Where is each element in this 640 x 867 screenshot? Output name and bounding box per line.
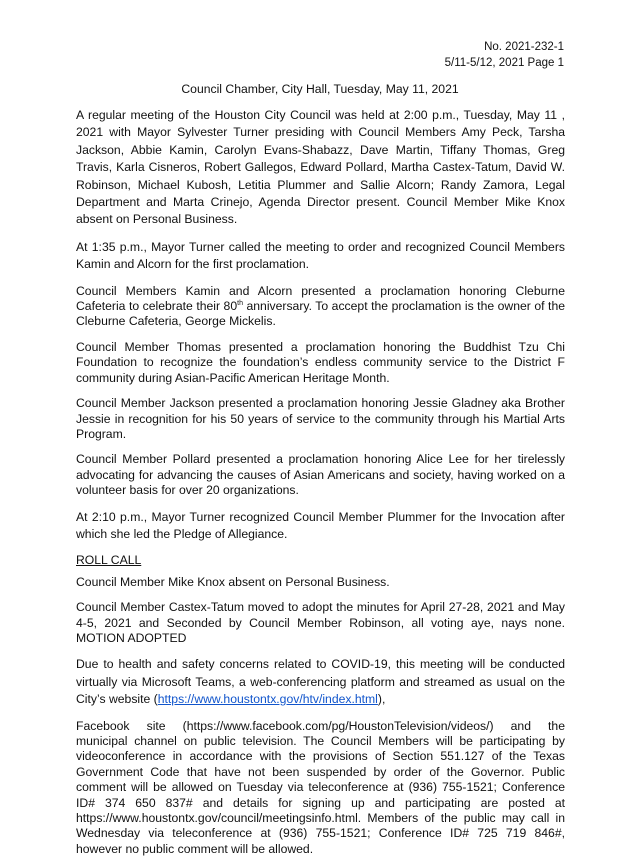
ordinal-suffix: th [237, 300, 243, 307]
meeting-title: Council Chamber, City Hall, Tuesday, May 11, 2021 [181, 82, 459, 96]
page-header [445, 39, 564, 71]
paragraph-roll-call: Council Member Mike Knox absent on Personal Business. [76, 574, 390, 589]
paragraph-text: anniversary. To accept the proclamation is the owner of the Cleburne Cafeteria, George Mickelis. [76, 299, 565, 329]
paragraph-facebook-teleconference: Facebook site (https://www.facebook.com/pg/HoustonTelevision/videos/) and the municipal channel on public television. The Council Members will be participating by videoconference in accordance with the provisions of Section 551.127 of the Texas Government Code that have not been suspended by order of the Governor. Public comment will be allowed on Tuesday via teleconference at (936) 755-1521; Conference ID# 374 650 837# and details for signing up and participating are posted at https://www.houstontx.gov/council/meetingsinfo.html. Members of the public may call in Wednesday via teleconference at (936) 755-1521; Conference ID# 725 719 846#, however no public comment will be allowed. [76, 718, 565, 856]
paragraph-text: ), [377, 692, 386, 707]
paragraph-covid-notice [76, 656, 565, 708]
paragraph-call-to-order: At 1:35 p.m., Mayor Turner called the meeting to order and recognized Council Members Kamin and Alcorn for the first proclamation. [76, 239, 565, 272]
htv-website-link[interactable]: https://www.houstontx.gov/htv/index.html [157, 692, 378, 707]
paragraph-text: Council Members Kamin and Alcorn presented a proclamation honoring Cleburne Cafeteria to celebrate their 80 [76, 283, 565, 314]
paragraph-tzu-chi-proclamation: Council Member Thomas presented a proclamation honoring the Buddhist Tzu Chi Foundation to recognize the foundation’s endless community service to the District F community during Asian-Pacific American Heritage Month. [76, 339, 565, 385]
paragraph-alice-lee-proclamation: Council Member Pollard presented a proclamation honoring Alice Lee for her tirelessly advocating for advancing the causes of Asian Americans and society, having worked on a volunteer basis for over 20 organizations. [76, 452, 565, 498]
document-body [76, 107, 565, 867]
paragraph-minutes-motion: Council Member Castex-Tatum moved to adopt the minutes for April 27-28, 2021 and May 4-5, 2021 and Seconded by Council Member Robinson, all voting aye, nays none. MOTION ADOPTED [76, 600, 565, 645]
paragraph-invocation: At 2:10 p.m., Mayor Turner recognized Council Member Plummer for the Invocation after which she led the Pledge of Allegiance. [76, 509, 565, 541]
document-number: No. 2021-232-1 [484, 41, 564, 53]
paragraph-attendance: A regular meeting of the Houston City Council was held at 2:00 p.m., Tuesday, May 11 , 2021 with Mayor Sylvester Turner presiding with Council Members Amy Peck, Tarsha Jackson, Abbie Kamin, Carolyn Evans-Shabazz, Dave Martin, Tiffany Thomas, Greg Travis, Karla Cisneros, Robert Gallegos, Edward Pollard, Martha Castex-Tatum, David W. Robinson, Michael Kubosh, Letitia Plummer and Sallie Alcorn; Randy Zamora, Legal Department and Marta Crinejo, Agenda Director present. Council Member Mike Knox absent on Personal Business. [76, 108, 565, 227]
roll-call-heading: ROLL CALL [76, 553, 142, 568]
paragraph-cleburne-proclamation [76, 284, 565, 330]
date-page-label: 5/11-5/12, 2021 Page 1 [444, 57, 564, 69]
paragraph-text: Due to health and safety concerns related to COVID-19, this meeting will be conducted virtually via Microsoft Teams, a web-conferencing platform and streamed as usual on the City’s website ( [76, 657, 565, 707]
paragraph-gladney-proclamation: Council Member Jackson presented a proclamation honoring Jessie Gladney aka Brother Jessie in recognition for his 50 years of service to the community through his Martial Arts Program. [76, 396, 565, 441]
